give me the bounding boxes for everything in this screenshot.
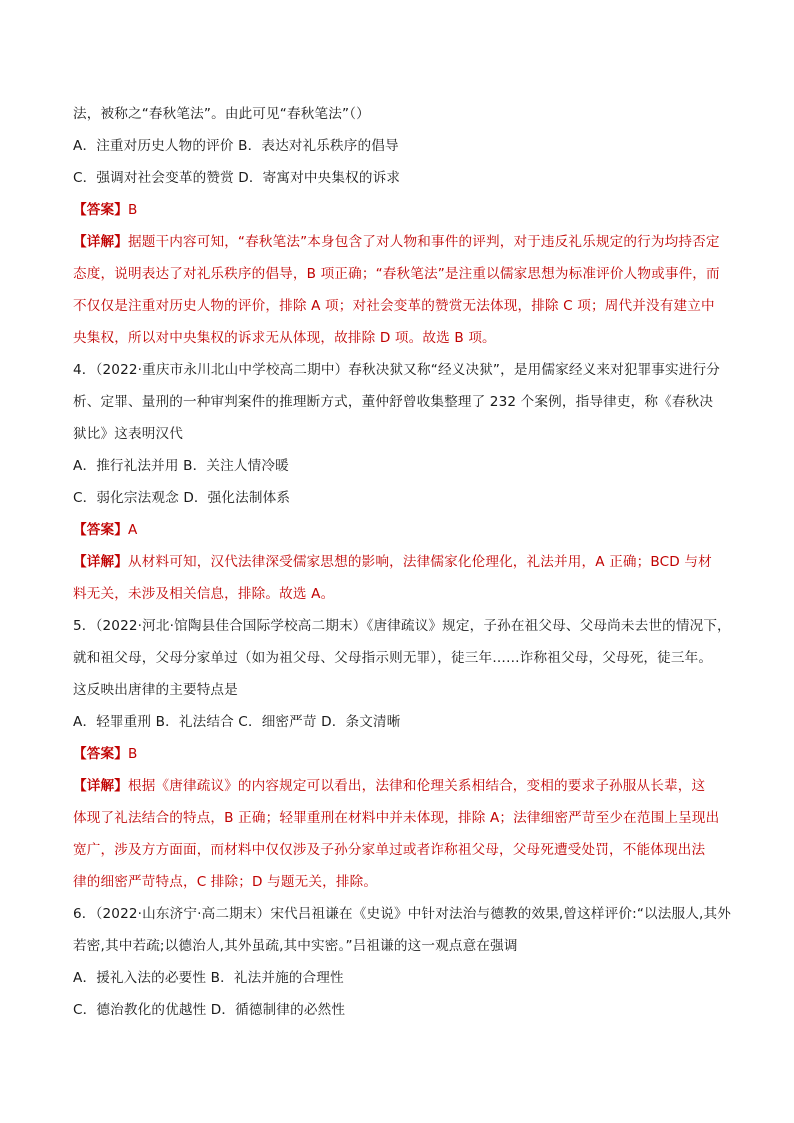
q5-detail-line-2: 体现了礼法结合的特点，B 正确；轻罪重刑在材料中并未体现，排除 A；法律细密严苛至少在范围上呈现出 xyxy=(73,810,720,826)
q4-options-cd: C．弱化宗法观念 D．强化法制体系 xyxy=(73,490,291,506)
detail-text: 根据《唐律疏议》的内容规定可以看出，法律和伦理关系相结合，变相的要求子孙服从长辈，这 xyxy=(127,778,706,794)
q6-options-ab: A．援礼入法的必要性 B．礼法并施的合理性 xyxy=(73,970,344,986)
q5-detail-line-4: 律的细密严苛特点，C 排除；D 与题无关，排除。 xyxy=(73,874,378,890)
q6-stem-line-2: 若密,其中若疏;以德治人,其外虽疏,其中实密。”吕祖谦的这一观点意在强调 xyxy=(73,938,518,954)
detail-text: 从材料可知，汉代法律深受儒家思想的影响，法律儒家化伦理化，礼法并用，A 正确；BCD 与材 xyxy=(127,554,712,570)
answer-value: B xyxy=(127,202,138,218)
q3-answer xyxy=(73,200,137,220)
q4-options-ab: A．推行礼法并用 B．关注人情冷暖 xyxy=(73,458,289,474)
q3-detail-line-4: 央集权，所以对中央集权的诉求无从体现，故排除 D 项。故选 B 项。 xyxy=(73,330,496,346)
detail-text: 据题干内容可知，“春秋笔法”本身包含了对人物和事件的评判，对于违反礼乐规定的行为均持否定 xyxy=(127,234,720,250)
detail-tag: 【详解】 xyxy=(73,554,128,570)
q4-detail-line-1 xyxy=(73,552,712,572)
q5-detail-line-1 xyxy=(73,776,705,796)
detail-tag: 【详解】 xyxy=(73,234,128,250)
detail-tag: 【详解】 xyxy=(73,778,128,794)
q4-stem-line-3: 狱比》这表明汉代 xyxy=(73,426,183,442)
q6-stem-line-1: 6．（2022·山东济宁·高二期末）宋代吕祖谦在《史说》中针对法治与德教的效果,曾这样评价:“以法服人,其外 xyxy=(73,906,731,922)
answer-value: B xyxy=(127,746,138,762)
q4-detail-line-2: 料无关，未涉及相关信息，排除。故选 A。 xyxy=(73,586,335,602)
q4-stem-line-2: 析、定罪、量刑的一种审判案件的推理断方式，董仲舒曾收集整理了 232 个案例，指导律吏，称《春秋决 xyxy=(73,394,714,410)
answer-tag: 【答案】 xyxy=(73,202,128,218)
q6-options-cd: C．德治教化的优越性 D．循德制律的必然性 xyxy=(73,1002,346,1018)
q5-stem-line-2: 就和祖父母，父母分家单过（如为祖父母、父母指示则无罪），徒三年……诈称祖父母，父母死，徒三年。 xyxy=(73,650,713,666)
q5-detail-line-3: 宽广，涉及方方面面，而材料中仅仅涉及子孙分家单过或者诈称祖父母，父母死遭受处罚，不能体现出法 xyxy=(73,842,706,858)
q3-detail-line-3: 不仅仅是注重对历史人物的评价，排除 A 项；对社会变革的赞赏无法体现，排除 C 项；周代并没有建立中 xyxy=(73,298,715,314)
q4-answer xyxy=(73,520,137,540)
q5-answer xyxy=(73,744,137,764)
q4-stem-line-1: 4．（2022·重庆市永川北山中学校高二期中）春秋决狱又称“经义决狱”，是用儒家经义来对犯罪事实进行分 xyxy=(73,362,721,378)
q5-stem-line-3: 这反映出唐律的主要特点是 xyxy=(73,682,238,698)
q3-options-ab: A．注重对历史人物的评价 B．表达对礼乐秩序的倡导 xyxy=(73,138,399,154)
answer-value: A xyxy=(127,522,138,538)
answer-tag: 【答案】 xyxy=(73,522,128,538)
q3-stem-tail: 法，被称之“春秋笔法”。由此可见“春秋笔法”（） xyxy=(73,106,370,122)
q5-stem-line-1: 5．（2022·河北·馆陶县佳合国际学校高二期末）《唐律疏议》规定，子孙在祖父母、父母尚未去世的情况下， xyxy=(73,618,731,634)
answer-tag: 【答案】 xyxy=(73,746,128,762)
q3-detail-line-2: 态度，说明表达了对礼乐秩序的倡导，B 项正确；“春秋笔法”是注重以儒家思想为标准评价人物或事件，而 xyxy=(73,266,720,282)
q5-options: A．轻罪重刑 B．礼法结合 C．细密严苛 D．条文清晰 xyxy=(73,714,401,730)
q3-options-cd: C．强调对社会变革的赞赏 D．寄寓对中央集权的诉求 xyxy=(73,170,401,186)
q3-detail-line-1 xyxy=(73,232,720,252)
